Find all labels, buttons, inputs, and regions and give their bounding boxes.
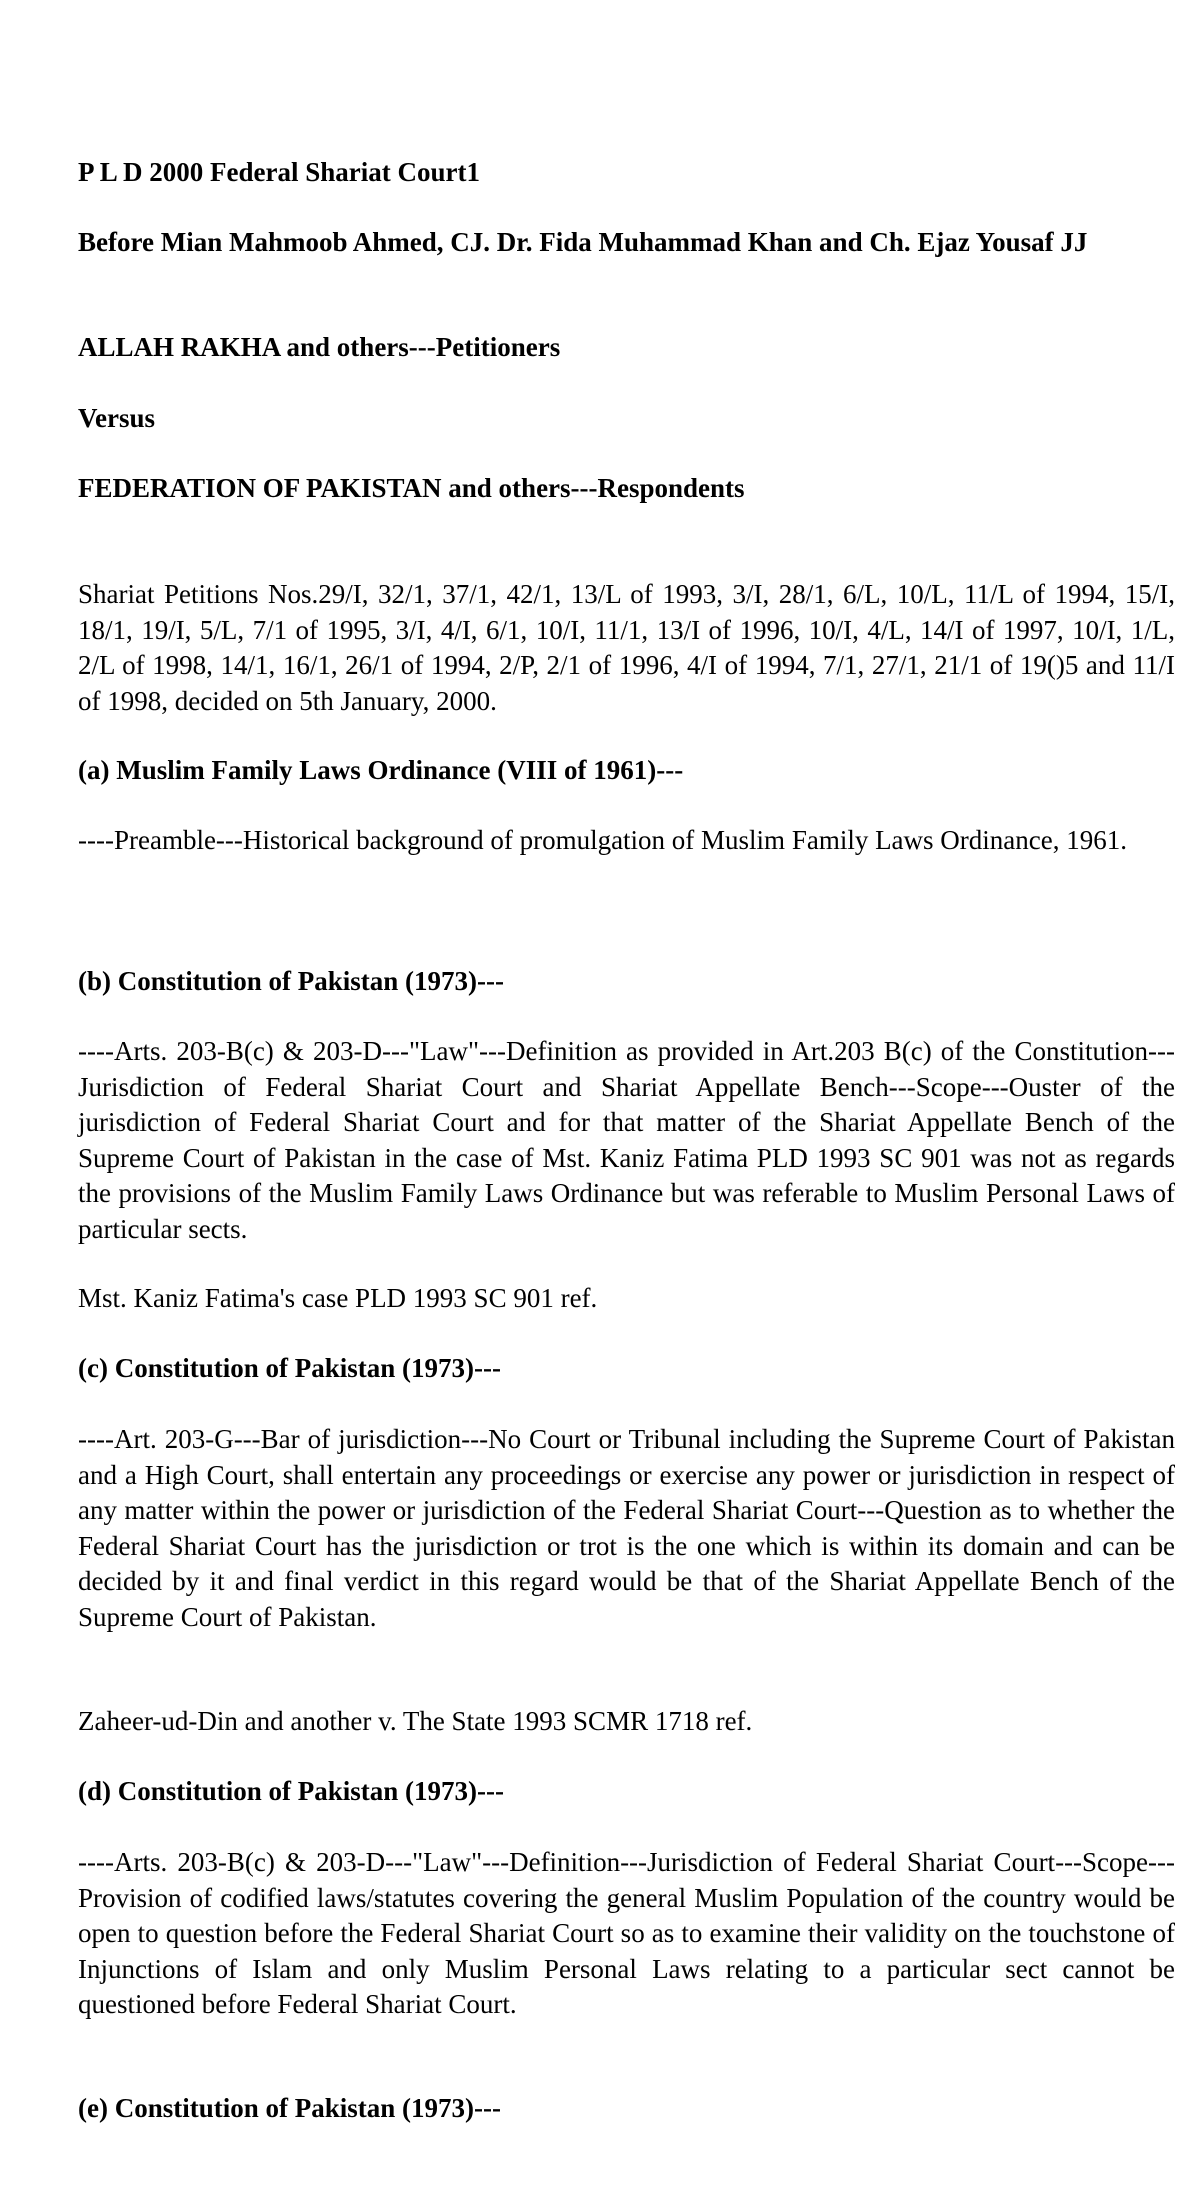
headnote-a-body: ----Preamble---Historical background of promulgation of Muslim Family Laws Ordinance, 1961.: [78, 825, 1127, 855]
petition-numbers: Shariat Petitions Nos.29/I, 32/1, 37/1, 42/1, 13/L of 1993, 3/I, 28/1, 6/L, 10/L, 11/L of 1994, 15/I, 18/1, 19/I, 5/L, 7/1 of 1995, 3/I, 4/I, 6/1, 10/I, 11/1, 13/I of 1996, 10/I, 4/L, 14/I of 1997, 10/I, 1/L, 2/L of 1998, 14/1, 16/1, 26/1 of 1994, 2/P, 2/1 of 1996, 4/I of 1994, 7/1, 27/1, 21/1 of 19()5 and 11/I of 1998, decided on 5th January, 2000.: [78, 579, 1175, 716]
headnote-b-body: ----Arts. 203-B(c) & 203-D---"Law"---Definition as provided in Art.203 B(c) of the Constitution---Jurisdiction of Federal Shariat Court and Shariat Appellate Bench---Scope---Ouster of the jurisdiction of Federal Shariat Court and for that matter of the Shariat Appellate Bench of the Supreme Court of Pakistan in the case of Mst. Kaniz Fatima PLD 1993 SC 901 was not as regards the provisions of the Muslim Family Laws Ordinance but was referable to Muslim Personal Laws of particular sects.: [78, 1036, 1175, 1244]
headnote-b-reference: Mst. Kaniz Fatima's case PLD 1993 SC 901 ref.: [78, 1283, 598, 1313]
bench-composition: Before Mian Mahmoob Ahmed, CJ. Dr. Fida Muhammad Khan and Ch. Ejaz Yousaf JJ: [78, 227, 1088, 257]
headnote-c-reference: Zaheer-ud-Din and another v. The State 1993 SCMR 1718 ref.: [78, 1706, 753, 1736]
headnote-a-heading: (a) Muslim Family Laws Ordinance (VIII of 1961)---: [78, 755, 684, 785]
case-citation: P L D 2000 Federal Shariat Court1: [78, 157, 480, 187]
headnote-b-heading: (b) Constitution of Pakistan (1973)---: [78, 966, 505, 996]
headnote-c-body: ----Art. 203-G---Bar of jurisdiction---No Court or Tribunal including the Supreme Court of Pakistan and a High Court, shall entertain any proceedings or exercise any power or jurisdiction in respect of any matter within the power or jurisdiction of the Federal Shariat Court---Question as to whether the Federal Shariat Court has the jurisdiction or trot is the one which is within its domain and can be decided by it and final verdict in this regard would be that of the Shariat Appellate Bench of the Supreme Court of Pakistan.: [78, 1424, 1175, 1632]
headnote-c-heading: (c) Constitution of Pakistan (1973)---: [78, 1353, 501, 1383]
headnote-e-heading: (e) Constitution of Pakistan (1973)---: [78, 2093, 501, 2123]
respondents-line: FEDERATION OF PAKISTAN and others---Respondents: [78, 473, 745, 503]
headnote-d-body: ----Arts. 203-B(c) & 203-D---"Law"---Definition---Jurisdiction of Federal Shariat Court---Scope---Provision of codified laws/statutes covering the general Muslim Population of the country would be open to question before the Federal Shariat Court so as to examine their validity on the touchstone of Injunctions of Islam and only Muslim Personal Laws relating to a particular sect cannot be questioned before Federal Shariat Court.: [78, 1847, 1175, 2019]
petitioners-line: ALLAH RAKHA and others---Petitioners: [78, 332, 561, 362]
headnote-d-heading: (d) Constitution of Pakistan (1973)---: [78, 1776, 505, 1806]
versus-line: Versus: [78, 403, 156, 433]
